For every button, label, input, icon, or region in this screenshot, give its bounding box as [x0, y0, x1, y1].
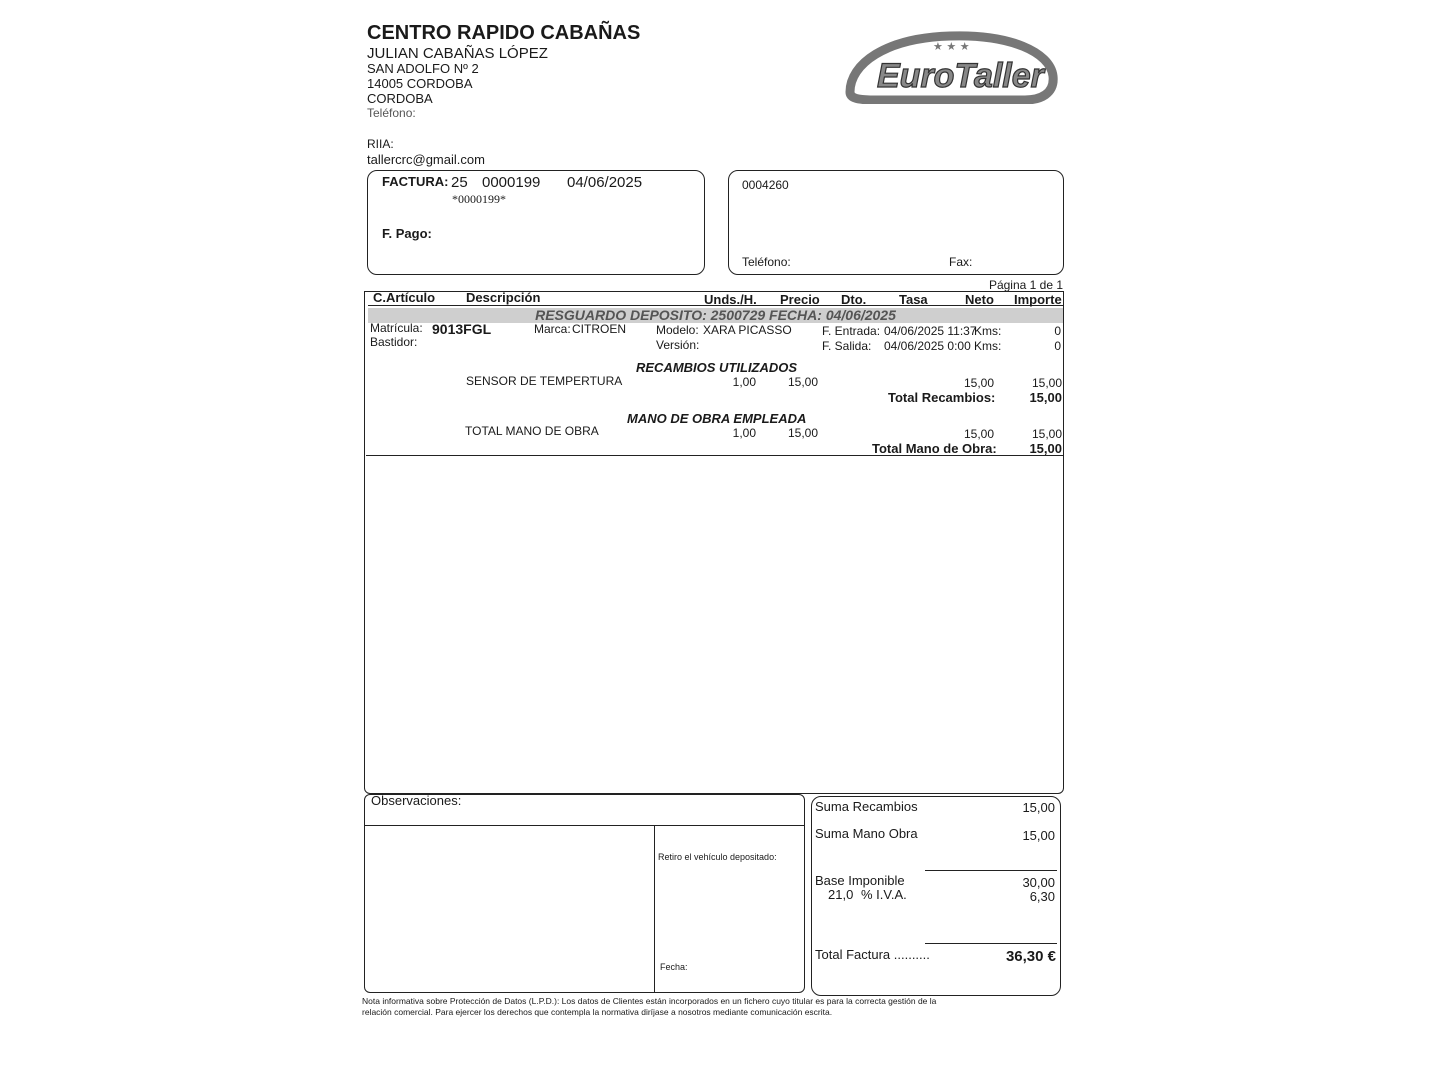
line-amount: 15,00: [1031, 376, 1062, 390]
page-indicator: Página 1 de 1: [988, 278, 1063, 292]
invoice-series: 25: [451, 174, 468, 191]
chassis-label: Bastidor:: [370, 335, 418, 349]
company-name: CENTRO RAPIDO CABAÑAS: [367, 22, 641, 44]
column-header: Tasa: [899, 292, 928, 307]
pickup-label: Retiro el vehículo depositado:: [658, 852, 777, 862]
summary-labor-value: 15,00: [1022, 828, 1055, 843]
invoice-label: FACTURA:: [382, 174, 449, 189]
summary-total-label: Total Factura ..........: [815, 947, 930, 962]
company-riia-label: RIIA:: [367, 137, 394, 151]
summary-subtotal-line: [925, 870, 1057, 871]
company-owner: JULIAN CABAÑAS LÓPEZ: [367, 45, 548, 62]
legal-note-line-2: relación comercial. Para ejercer los derechos que contempla la normativa diríjase a nosotros mediante comunicación escrita.: [362, 1007, 833, 1017]
company-postal-city: 14005 CORDOBA: [367, 76, 473, 91]
items-end-divider: [366, 455, 1063, 456]
summary-base-value: 30,00: [1022, 875, 1055, 890]
company-email: tallercrc@gmail.com: [367, 152, 485, 167]
brand-label: Marca:: [534, 322, 571, 336]
line-net: 15,00: [963, 427, 994, 441]
exit-value: 04/06/2025 0:00: [884, 339, 971, 353]
invoice-barcode-text: *0000199*: [452, 192, 506, 206]
line-amount: 15,00: [1031, 427, 1062, 441]
total-label: Total Mano de Obra:: [872, 441, 997, 456]
model-value: XARA PICASSO: [703, 323, 792, 337]
customer-code: 0004260: [742, 178, 789, 192]
column-header: Unds./H.: [704, 292, 757, 307]
summary-vat-value: 6,30: [1029, 889, 1055, 904]
eurotaller-car-logo-icon: [845, 24, 1060, 104]
line-description: TOTAL MANO DE OBRA: [465, 424, 599, 438]
line-price: 15,00: [787, 375, 818, 389]
customer-phone-label: Teléfono:: [742, 255, 791, 269]
section-title: RECAMBIOS UTILIZADOS: [636, 360, 798, 375]
invoice-number: 0000199: [482, 174, 541, 191]
total-value: 15,00: [1029, 390, 1062, 405]
model-label: Modelo:: [656, 323, 699, 337]
total-label: Total Recambios:: [888, 390, 996, 405]
summary-parts-label: Suma Recambios: [815, 799, 918, 814]
plate-value: 9013FGL: [432, 321, 492, 337]
summary-labor-label: Suma Mano Obra: [815, 826, 918, 841]
brand-value: CITROEN: [572, 322, 626, 336]
total-value: 15,00: [1029, 441, 1062, 456]
payment-label: F. Pago:: [382, 226, 432, 241]
exit-label: F. Salida:: [822, 339, 872, 353]
summary-total-value: 36,30 €: [1005, 948, 1056, 965]
entry-label: F. Entrada:: [822, 324, 881, 338]
column-header: Neto: [965, 292, 994, 307]
invoice-date: 04/06/2025: [567, 174, 643, 191]
column-header: Precio: [780, 292, 820, 307]
fecha-label: Fecha:: [660, 962, 688, 972]
line-units: 1,00: [732, 426, 756, 440]
column-header: Dto.: [841, 292, 867, 307]
line-net: 15,00: [963, 376, 994, 390]
svg-text:★ ★ ★: ★ ★ ★: [933, 40, 970, 53]
column-header: C.Artículo: [373, 290, 436, 305]
company-address: SAN ADOLFO Nº 2: [367, 61, 479, 76]
deposit-title: RESGUARDO DEPOSITO: 2500729 FECHA: 04/06/2025: [535, 307, 896, 323]
company-province: CORDOBA: [367, 91, 433, 106]
observations-divider: [365, 825, 804, 826]
kms-label: Kms:: [974, 324, 1002, 338]
summary-vat-label: % I.V.A.: [861, 887, 907, 902]
column-header: Importe: [1014, 292, 1062, 307]
entry-value: 04/06/2025 11:37: [884, 324, 977, 338]
customer-fax-label: Fax:: [949, 255, 973, 269]
kms-entry: 0: [1054, 324, 1061, 338]
summary-base-label: Base Imponible: [815, 873, 905, 888]
kms-label: Kms:: [974, 339, 1002, 353]
summary-vat-rate: 21,0: [828, 887, 854, 902]
eurotaller-logo: [845, 24, 1060, 104]
company-phone-label: Teléfono:: [367, 106, 416, 120]
observations-vertical-divider: [654, 826, 655, 992]
svg-text:EuroTaller: EuroTaller: [877, 57, 1044, 95]
observations-label: Observaciones:: [371, 793, 462, 808]
legal-note-line-1: Nota informativa sobre Protección de Datos (L.P.D.): Los datos de Clientes están incorporados en un fichero cuyo titular es para la correcta gestión de la: [362, 996, 937, 1006]
line-price: 15,00: [787, 426, 818, 440]
line-description: SENSOR DE TEMPERTURA: [466, 374, 623, 388]
observations-box: [364, 794, 805, 993]
section-title: MANO DE OBRA EMPLEADA: [627, 411, 807, 426]
summary-total-line: [925, 943, 1057, 944]
column-header: Descripción: [466, 290, 541, 305]
version-label: Versión:: [656, 338, 700, 352]
kms-exit: 0: [1054, 339, 1061, 353]
line-units: 1,00: [732, 375, 756, 389]
summary-parts-value: 15,00: [1022, 800, 1055, 815]
plate-label: Matrícula:: [370, 321, 423, 335]
